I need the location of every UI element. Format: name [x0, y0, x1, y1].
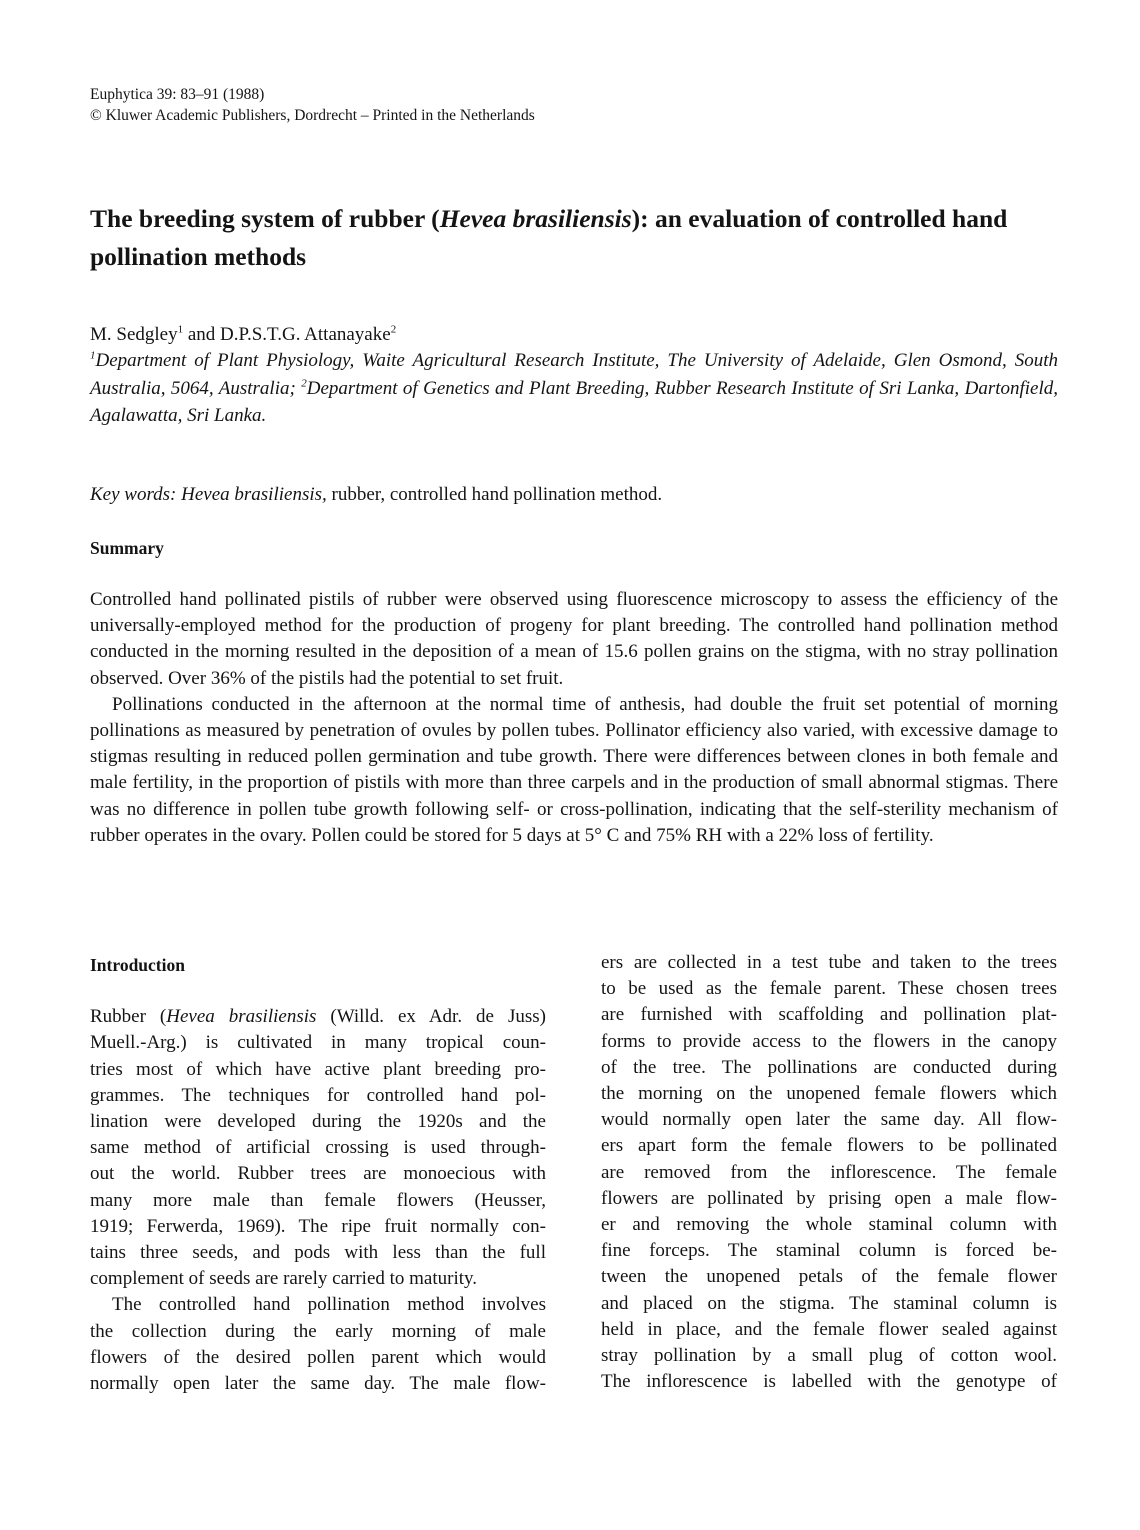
text-line: normally open later the same day. The male flow-: [90, 1373, 546, 1395]
intro-paragraph-continued: [601, 950, 1057, 1395]
journal-header: [90, 84, 535, 126]
text-line: the morning on the unopened female flowers which: [601, 1083, 1057, 1105]
introduction-right-column: [601, 950, 1057, 1395]
text-line: the collection during the early morning of male: [90, 1320, 546, 1342]
text-line: are furnished with scaffolding and pollination plat-: [601, 1004, 1057, 1026]
text-line: The inflorescence is labelled with the genotype of: [601, 1371, 1057, 1393]
text-line: tries most of which have active plant breeding pro-: [90, 1058, 546, 1080]
text-line: grammes. The techniques for controlled hand pol-: [90, 1084, 546, 1106]
keywords: [90, 482, 662, 508]
summary-section: [90, 587, 1058, 849]
text-line: many more male than female flowers (Heusser,: [90, 1189, 546, 1211]
publisher-copyright: © Kluwer Academic Publishers, Dordrecht – Printed in the Netherlands: [90, 107, 535, 124]
affiliation-1: Department of Plant Physiology, Waite Agricultural Research Institute, The University of Adelaide, Glen Osmond, South Australia, 5064, Australia;: [90, 350, 1058, 399]
text-line: 1919; Ferwerda, 1969). The ripe fruit normally con-: [90, 1215, 546, 1237]
keywords-label: Key words:: [90, 484, 177, 505]
text-line: out the world. Rubber trees are monoecious with: [90, 1163, 546, 1185]
text-line: and placed on the stigma. The staminal column is: [601, 1292, 1057, 1314]
text-line: same method of artificial crossing is used through-: [90, 1137, 546, 1159]
keywords-list: rubber, controlled hand pollination method.: [326, 484, 663, 505]
introduction-left-column: [90, 950, 546, 1397]
text-line: ers apart form the female flowers to be pollinated: [601, 1135, 1057, 1157]
text-line: to be used as the female parent. These chosen trees: [601, 978, 1057, 1000]
author-list: M. Sedgley$^1$ and D.P.S.T.G. Attanayake$^2$: [90, 323, 397, 345]
affiliations: $^1$Department of Plant Physiology, Waite Agricultural Research Institute, The University of Adelaide, Glen Osmond, South Australia, 5064, Australia; $^2$Department of Genetics and Plant Breeding, Rubber Research Institute of Sri Lanka, Dartonfield, Agalawatta, Sri Lanka.: [90, 349, 1059, 427]
author-name: D.P.S.T.G. Attanayake: [220, 324, 391, 345]
paper-title: The breeding system of rubber (Hevea brasiliensis): an evaluation of controlled hand pollination methods: [90, 204, 1008, 271]
text-line: held in place, and the female flower sealed against: [601, 1318, 1057, 1340]
text-line: Muell.-Arg.) is cultivated in many tropical coun-: [90, 1032, 546, 1054]
journal-citation: Euphytica 39: 83–91 (1988): [90, 86, 265, 103]
text-line: of the tree. The pollinations are conducted during: [601, 1056, 1057, 1078]
text-line: flowers are pollinated by prising open a male flow-: [601, 1187, 1057, 1209]
text-line: are removed from the inflorescence. The female: [601, 1161, 1057, 1183]
intro-paragraph: [90, 1004, 546, 1292]
affiliation-marker: 1: [177, 323, 184, 336]
summary-paragraph: Controlled hand pollinated pistils of rubber were observed using fluorescence microscopy to assess the efficiency of the universally-employed method for the production of progeny for plant breeding. The controlled hand pollination method conducted in the morning resulted in the deposition of a mean of 15.6 pollen grains on the stigma, with no stray pollination observed. Over 36% of the pistils had the potential to set fruit.: [90, 589, 1058, 689]
text-line: ers are collected in a test tube and taken to the trees: [601, 952, 1057, 973]
text-line: flowers of the desired pollen parent which would: [90, 1346, 546, 1368]
intro-paragraph: [90, 1292, 546, 1397]
text-line: Rubber (Hevea brasiliensis (Willd. ex Adr. de Juss): [90, 1006, 546, 1028]
text-line: er and removing the whole staminal column with: [601, 1214, 1057, 1236]
text-line: stray pollination by a small plug of cotton wool.: [601, 1345, 1057, 1367]
text-line: The controlled hand pollination method involves: [112, 1294, 546, 1316]
keywords-species: Hevea brasiliensis,: [181, 484, 327, 505]
summary-heading: Summary: [90, 538, 164, 558]
text-line: complement of seeds are rarely carried to maturity.: [90, 1268, 478, 1290]
text-line: fine forceps. The staminal column is forced be-: [601, 1240, 1057, 1262]
summary-paragraph: Pollinations conducted in the afternoon at the normal time of anthesis, had double the fruit set potential of morning pollinations as measured by penetration of ovules by pollen tubes. Pollinator efficiency also varied, with excessive damage to stigmas resulting in reduced pollen germination and tube growth. There were differences between clones in both female and male fertility, in the proportion of pistils with more than three carpels and in the production of small abnormal stigmas. There was no difference in pollen tube growth following self- or cross-pollination, indicating that the self-sterility mechanism of rubber operates in the ovary. Pollen could be stored for 5 days at 5° C and 75% RH with a 22% loss of fertility.: [90, 693, 1058, 846]
text-line: lination were developed during the 1920s and the: [90, 1111, 546, 1133]
text-line: tains three seeds, and pods with less than the full: [90, 1242, 546, 1264]
affiliation-2: Department of Genetics and Plant Breeding, Rubber Research Institute of Sri Lanka, Dartonfield, Agalawatta, Sri Lanka.: [90, 377, 1059, 427]
title-species: Hevea brasiliensis: [439, 204, 632, 233]
introduction-heading: Introduction: [90, 955, 185, 975]
affiliation-marker: 2: [390, 323, 397, 336]
author-name: M. Sedgley: [90, 324, 178, 345]
text-line: tween the unopened petals of the female flower: [601, 1266, 1057, 1288]
text-line: would normally open later the same day. All flow-: [601, 1109, 1057, 1131]
text-line: forms to provide access to the flowers in the canopy: [601, 1030, 1057, 1052]
